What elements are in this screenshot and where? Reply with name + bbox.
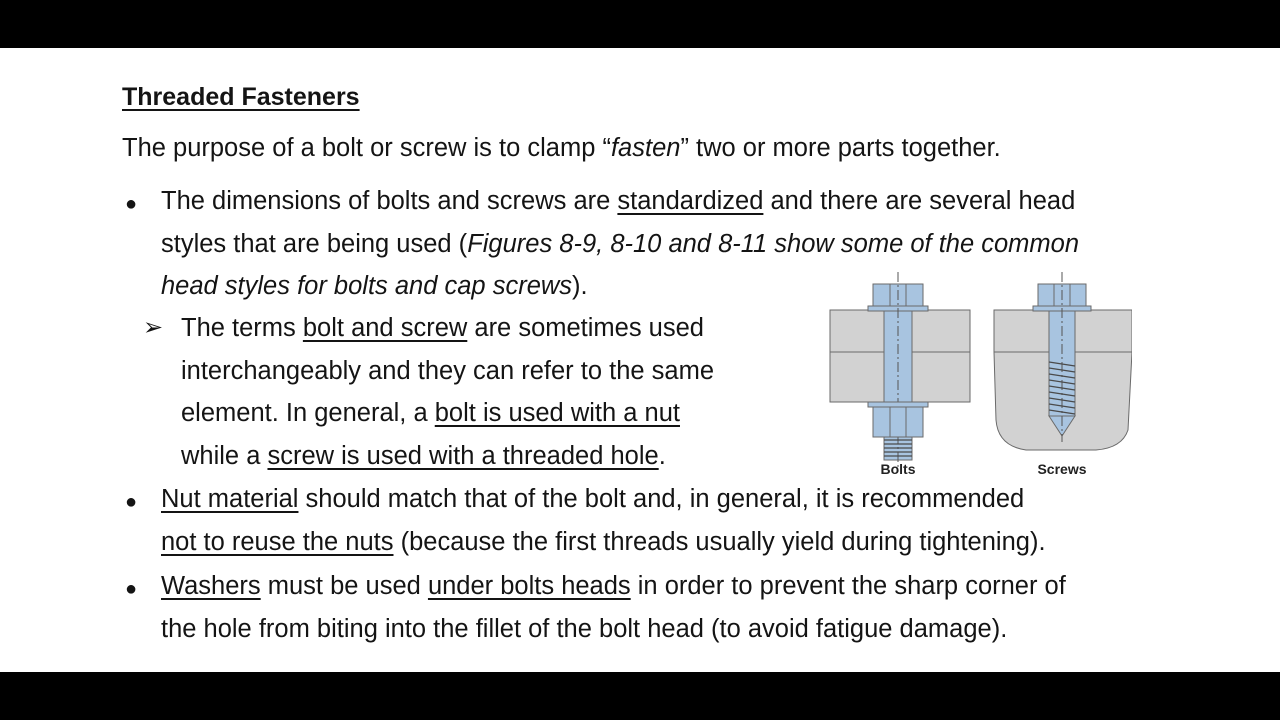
bullet-1-text-end: and there are several head [763,187,1076,215]
sub-line-1-text: The terms [181,314,303,342]
sub-line-4-text: while a [181,442,268,470]
sub-bullet-line-2: interchangeably and they can refer to the same [181,357,714,385]
sub-bullet-line-4 [181,441,666,472]
bullet-2-text: should match that of the bolt and, in general, it is recommended [298,485,1025,513]
bullet-3-line-1 [161,571,1066,602]
intro-text-after: ” two or more parts together. [680,134,1001,162]
sub-line-1-end: are sometimes used [467,314,704,342]
bullet-1-line-2 [161,229,1079,260]
intro-emphasis: fasten [610,134,681,162]
bullet-3-line-2: the hole from biting into the fillet of the bolt head (to avoid fatigue damage). [161,615,1008,643]
bullet-3-underlined-2: under bolts heads [427,572,631,600]
bullet-2-line-2-text: (because the first threads usually yield during tightening). [393,528,1046,556]
sub-bullet-line-3 [181,398,680,429]
page-title: Threaded Fasteners [122,83,360,111]
bullet-1-line-3-italic: head styles for bolts and cap screws [161,272,573,300]
bullet-3-icon: ● [125,578,138,600]
bullet-3-underlined-1: Washers [161,572,261,600]
bullet-1-line-2-italic: Figures 8-9, 8-10 and 8-11 show some of the common [467,230,1080,258]
bullet-2-line-2 [161,527,1046,558]
bullet-2-line-2-underlined: not to reuse the nuts [161,528,394,556]
bolts-label: Bolts [880,461,916,477]
sub-line-1-underlined: bolt and screw [302,314,468,342]
intro-line [122,133,1001,164]
sub-line-4-end: . [658,442,666,470]
bullet-1-line-2-text: styles that are being used ( [161,230,468,258]
bolt-illustration [830,272,970,477]
sub-line-3-text: element. In general, a [181,399,435,427]
sub-line-4-underlined: screw is used with a threaded hole [267,442,659,470]
bullet-1-line-1 [161,186,1075,217]
arrow-bullet-icon: ➢ [143,314,164,341]
screw-illustration [994,272,1132,477]
bullet-1-line-3 [161,271,588,302]
bullet-1-line-3-end: ). [572,272,588,300]
bullet-1-text: The dimensions of bolts and screws are [161,187,618,215]
screws-label: Screws [1037,461,1087,477]
bullet-1-underlined: standardized [617,187,764,215]
intro-text-before: The purpose of a bolt or screw is to clamp “ [122,134,611,162]
sub-bullet-line-1 [181,313,704,344]
bullet-2-line-1 [161,484,1024,515]
bullet-3-text-2: in order to prevent the sharp corner of [630,572,1066,600]
bullet-2-icon: ● [125,491,138,513]
bolts-screws-figure [826,270,1132,478]
sub-line-3-underlined: bolt is used with a nut [434,399,680,427]
bullet-1-icon: ● [125,193,138,215]
bullet-3-text-1: must be used [260,572,428,600]
bullet-2-underlined: Nut material [161,485,299,513]
slide [0,48,1280,672]
